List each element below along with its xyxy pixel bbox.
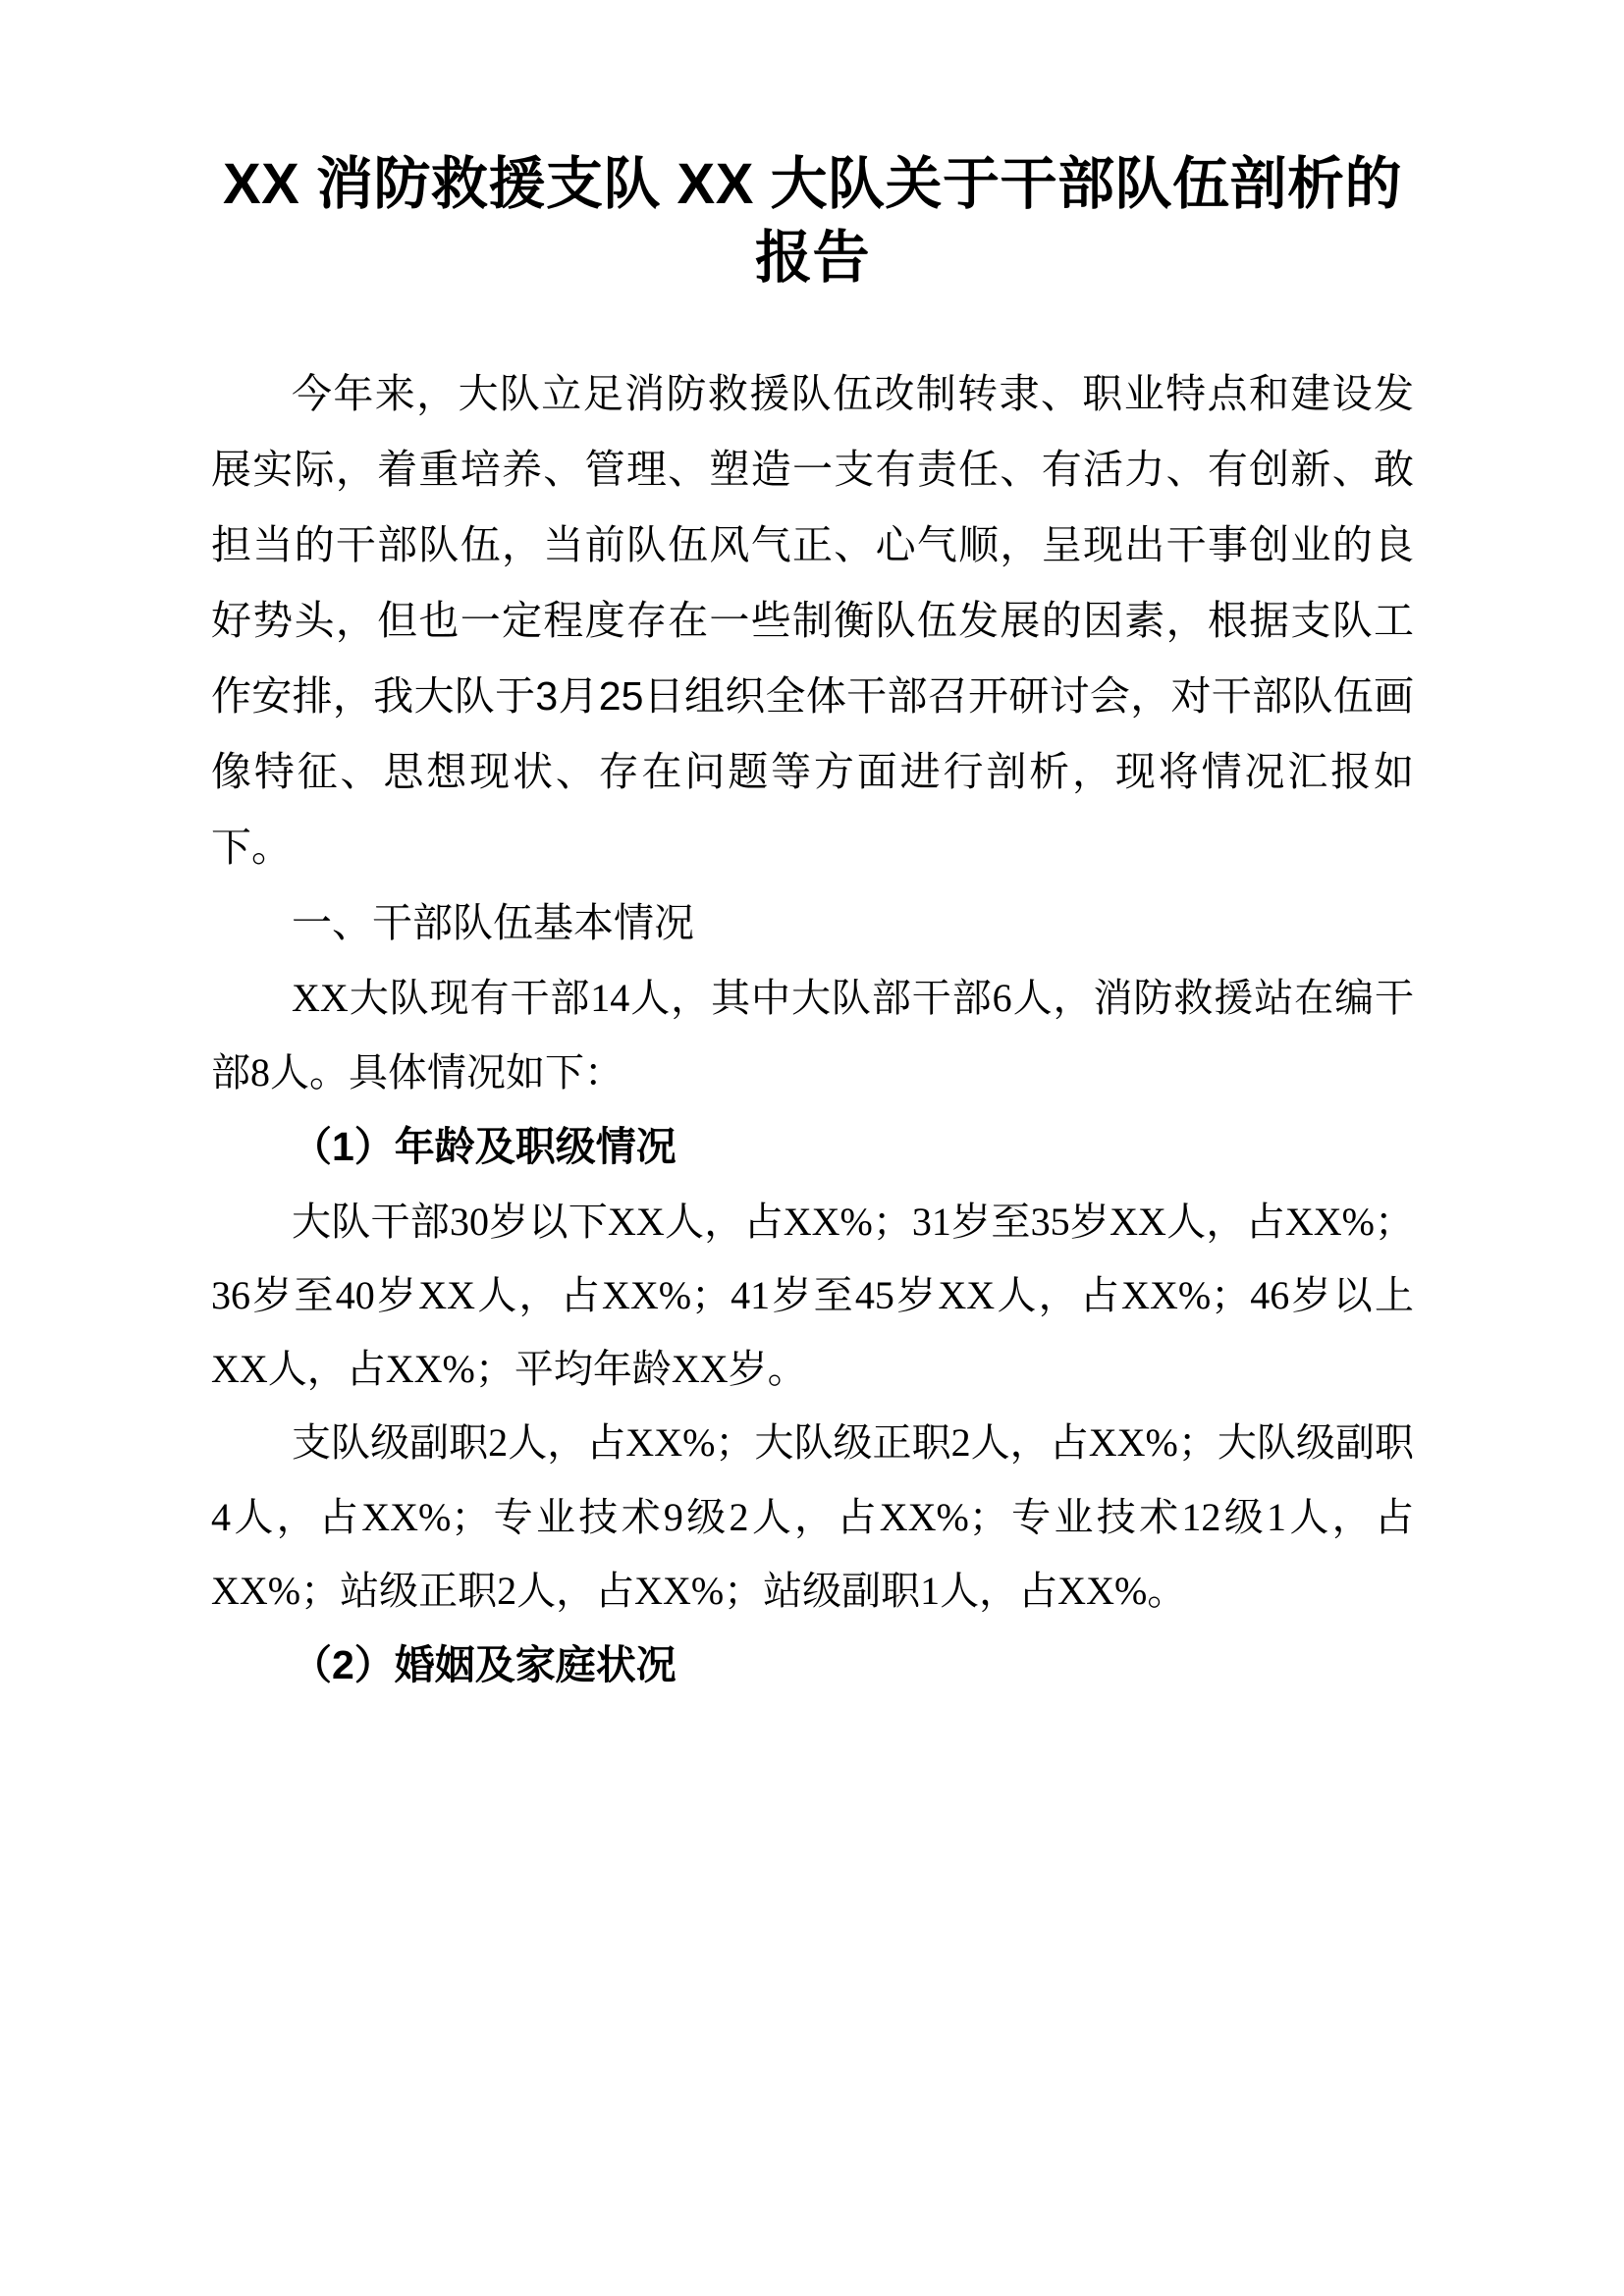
paragraph-rank-breakdown: 支队级副职2人，占XX%；大队级正职2人，占XX%；大队级副职4人，占XX%；专业技术9级2人，占XX%；专业技术12级1人，占XX%；站级正职2人，占XX%；站级副职1人，占XX%。 (211, 1420, 1414, 1613)
subsection-heading-marriage-family: （2）婚姻及家庭状况 (292, 1641, 677, 1687)
section-heading-one: 一、干部队伍基本情况 (292, 900, 694, 946)
page-title: XX 消防救援支队 XX 大队关于干部队伍剖析的报告 (222, 152, 1403, 291)
subsection-heading-age-rank: （1）年龄及职级情况 (292, 1123, 677, 1169)
document-content (211, 147, 1414, 1703)
paragraph-age-breakdown: 大队干部30岁以下XX人，占XX%；31岁至35岁XX人，占XX%；36岁至40岁XX人，占XX%；41岁至45岁XX人，占XX%；46岁以上XX人，占XX%；平均年龄XX岁。 (211, 1199, 1414, 1392)
paragraph-cadre-count: XX大队现有干部14人，其中大队部干部6人，消防救援站在编干部8人。具体情况如下： (211, 976, 1414, 1095)
paragraph-intro: 今年来，大队立足消防救援队伍改制转隶、职业特点和建设发展实际，着重培养、管理、塑造一支有责任、有活力、有创新、敢担当的干部队伍，当前队伍风气正、心气顺，呈现出干事创业的良好势头，但也一定程度存在一些制衡队伍发展的因素，根据支队工作安排，我大队于3月25日组织全体干部召开研讨会，对干部队伍画像特征、思想现状、存在问题等方面进行剖析，现将情况汇报如下。 (211, 370, 1414, 871)
